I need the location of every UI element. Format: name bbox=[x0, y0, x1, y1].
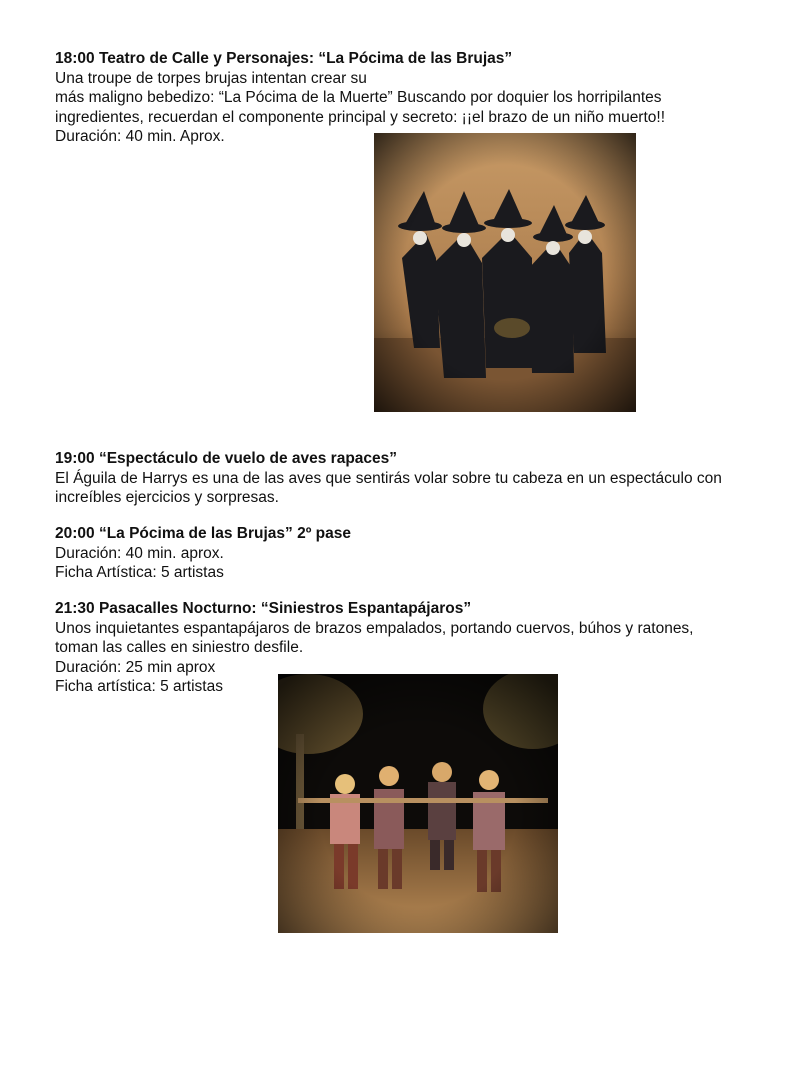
section-credits: Ficha artística: 5 artistas bbox=[55, 678, 223, 695]
section-line: El Águila de Harrys es una de las aves que sentirás volar sobre tu cabeza en un espectáculo con bbox=[55, 469, 722, 487]
section-aves-rapaces bbox=[55, 449, 785, 508]
section-line: Unos inquietantes espantapájaros de brazos empalados, portando cuervos, búhos y ratones, bbox=[55, 619, 694, 637]
section-credits: Ficha Artística: 5 artistas bbox=[55, 564, 224, 581]
section-duration: Duración: 40 min. aprox. bbox=[55, 544, 224, 562]
section-title: 21:30 Pasacalles Nocturno: “Siniestros Espantapájaros” bbox=[55, 600, 472, 617]
section-title: 20:00 “La Pócima de las Brujas” 2º pase bbox=[55, 525, 351, 542]
section-line: ingredientes, recuerdan el componente principal y secreto: ¡¡el brazo de un niño muerto!! bbox=[55, 108, 666, 126]
section-duration: Duración: 40 min. Aprox. bbox=[55, 128, 225, 145]
section-line: Una troupe de torpes brujas intentan crear su bbox=[55, 69, 367, 87]
witches-photo bbox=[374, 133, 636, 412]
section-title: 18:00 Teatro de Calle y Personajes: “La Pócima de las Brujas” bbox=[55, 50, 513, 67]
section-duration: Duración: 25 min aprox bbox=[55, 658, 216, 676]
section-line: increíbles ejercicios y sorpresas. bbox=[55, 489, 279, 506]
scarecrows-photo bbox=[278, 674, 558, 933]
section-line: toman las calles en siniestro desfile. bbox=[55, 639, 304, 656]
section-pocima-segundo-pase bbox=[55, 524, 785, 583]
section-line: más maligno bebedizo: “La Pócima de la Muerte” Buscando por doquier los horripilantes bbox=[55, 89, 662, 106]
section-pocima-brujas bbox=[55, 49, 785, 147]
section-title: 19:00 “Espectáculo de vuelo de aves rapaces” bbox=[55, 450, 398, 467]
